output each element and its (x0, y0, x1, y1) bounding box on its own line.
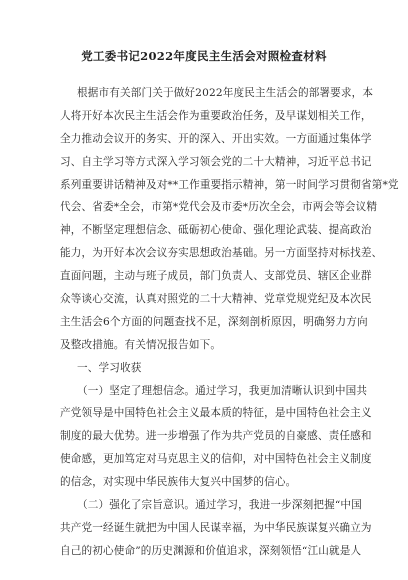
text-line: 习、自主学习等方式深入学习领会党的二十大精神，习近平总书记 (60, 155, 372, 168)
text-line: 使命感，更加笃定对马克思主义的信仰，对中国特色社会主义制度 (60, 453, 372, 466)
text-line: 根据市有关部门关于做好2022年度民主生活会的部署要求，本 (77, 87, 374, 99)
text-line: 共产党一经诞生就把为中国人民谋幸福，为中华民族谋复兴确立为 (60, 521, 372, 534)
text-line: 系列重要讲话精神及对**工作重要指示精神，第一时间学习贯彻省第*党 (60, 178, 399, 191)
document-title: 党工委书记2022年度民主生活会对照检查材料 (81, 49, 327, 63)
text-line: 众等谈心交流，认真对照党的二十大精神、党章党规党纪及本次民 (60, 293, 372, 306)
text-line: 的信念，对实现中华民族伟大复兴中国梦的信心。 (60, 476, 297, 489)
text-line: 及整改措施。有关情况报告如下。 (60, 338, 222, 351)
text-line: 自己的初心使命”的历史渊源和价值追求，深刻领悟“江山就是人 (60, 544, 362, 557)
text-line: （二）强化了宗旨意识。通过学习，我进一步深刻把握“中国 (77, 499, 362, 512)
text-line: 主生活会6个方面的问题查找不足，深刻剖析原因，明确努力方向 (60, 315, 368, 328)
text-line: 制度的最大优势。进一步增强了作为共产党员的自豪感、责任感和 (60, 430, 372, 443)
text-line: 人将开好本次民主生活会作为重要政治任务，及早谋划相关工作， (60, 109, 372, 122)
document-body (60, 82, 399, 563)
text-line: （一）坚定了理想信念。通过学习，我更加清晰认识到中国共 (77, 384, 368, 397)
text-line: 产党领导是中国特色社会主义最本质的特征，是中国特色社会主义 (60, 407, 372, 420)
text-line: 直面问题，主动与班子成员，部门负责人、支部党员、辖区企业群 (60, 270, 372, 283)
text-line: 代会、省委*全会，市第*党代会及市委*历次全会，市两会等会议精 (60, 201, 378, 214)
text-line: 能力，为开好本次会议夯实思想政治基础。另一方面坚持对标找差、 (60, 247, 383, 260)
text-line: 全力推动会议开的务实、开的深入、开出实效。一方面通过集体学 (60, 132, 372, 145)
text-line: 神，不断坚定理想信念、砥砺初心使命、强化理论武装、提高政治 (60, 224, 372, 237)
text-line: 一、学习收获 (77, 361, 142, 374)
